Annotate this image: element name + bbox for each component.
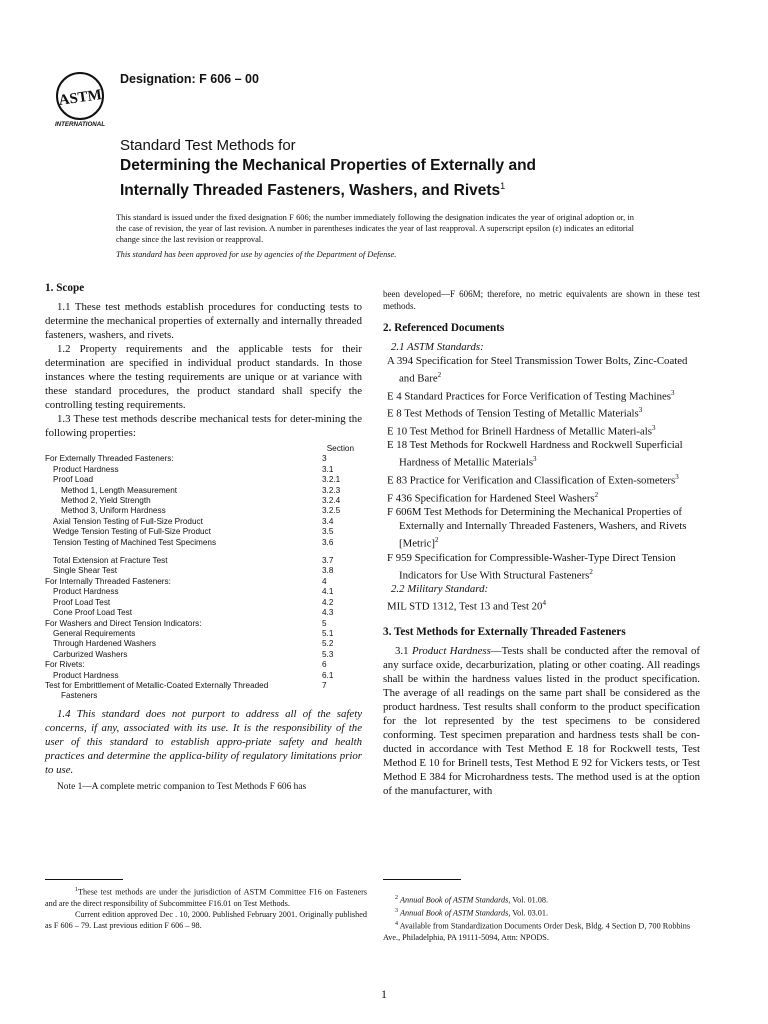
toc-label: Proof Load [53, 475, 94, 485]
right-column [383, 288, 700, 798]
note-continuation: been developed—F 606M; therefore, no metric equivalents are shown in these test methods. [383, 289, 700, 311]
toc-spacer [45, 548, 362, 556]
dod-approval: This standard has been approved for use by agencies of the Department of Defense. [116, 250, 397, 259]
scope-1-2: 1.2 Property requirements and the applicable tests for their determination are specified in individual product standards. In those instances where the testing requirements are unique or at variance with these standard procedures, the product standard shall specify the controlling testing requirements. [45, 343, 362, 411]
toc-label: Product Hardness [53, 464, 119, 474]
footnotes-2-4 [383, 893, 701, 943]
toc-section-number: 3.5 [322, 527, 334, 537]
toc-section-number: 4 [322, 576, 327, 586]
toc-row [45, 639, 362, 649]
toc-label: Carburized Washers [53, 649, 128, 659]
toc-row [45, 506, 362, 516]
toc-row [45, 691, 362, 701]
reference-item: A 394 Specification for Steel Transmission Tower Bolts, Zinc-Coated and Bare$^2$ [387, 355, 688, 385]
toc-row [45, 454, 362, 464]
toc-label: General Requirements [53, 628, 136, 638]
toc-section-number: 7 [322, 680, 327, 690]
reference-item: E 8 Test Methods of Tension Testing of Metallic Materials$^3$ [387, 406, 643, 420]
footnote-divider-left [45, 879, 123, 880]
section-3-1: 3.1 Product Hardness—Tests shall be conducted after the removal of any surface oxide, decarburization, plating or other coating. All readings shall be within the hardness values listed in the product specification. The average of all readings on the same part shall be considered as the product hardness. Test results shall conform to the product specification for the lot represented by the test specimens to be considered conforming. Test specimen preparation and hardness tests shall be con- ducted in accordance with Test Method E 18 for Rockwell tests, Test Method E 10 for Brinell tests, Test Method E 92 for Vickers tests, or Test Method E 384 for Microhardness tests. The method used is at the option of the manufacturer, with [383, 644, 701, 797]
toc-row [45, 608, 362, 618]
scope-1-3: 1.3 These test methods describe mechanical tests for deter-mining the following properties: [45, 413, 362, 439]
document-title [120, 136, 720, 201]
military-reference: MIL STD 1312, Test 13 and Test $20^4$ [387, 599, 546, 613]
toc-section-number: 4.3 [322, 608, 334, 618]
reference-list [383, 354, 700, 582]
toc-section-number: 5.2 [322, 639, 334, 649]
toc-row [45, 527, 362, 537]
toc-row [45, 587, 362, 597]
toc-row [45, 517, 362, 527]
toc-section-number: 3.4 [322, 516, 334, 526]
toc-section-number: 3.2.1 [322, 475, 341, 485]
astm-logo-icon [50, 70, 110, 128]
toc-row [45, 629, 362, 639]
toc-section-number: 4.1 [322, 587, 334, 597]
toc-label: For Washers and Direct Tension Indicators: [45, 618, 202, 628]
footnote-item: $^4$ Available from Standardization Documents Order Desk, Bldg. 4 Section D, 700 Robbins Ave., Philadelphia, PA 19111-5094, Attn: NPODS. [383, 921, 691, 942]
reference-item: E 10 Test Method for Brinell Hardness of Metallic Materi-als$^3$ [387, 423, 656, 438]
page-number: 1 [381, 987, 387, 1001]
toc-row [45, 660, 362, 670]
toc-label: For Rivets: [45, 660, 85, 670]
toc-row [45, 577, 362, 587]
toc-label: Proof Load Test [53, 597, 111, 607]
scope-1-4: 1.4 This standard does not purport to address all of the safety concerns, if any, associated with its use. It is the responsibility of the user of this standard to establish appro-priate safety and health practices and determine the applica-bility of regulatory limitations prior to use. [45, 707, 362, 776]
toc-label: For Externally Threaded Fasteners: [45, 454, 174, 464]
toc-label: Tension Testing of Machined Test Specimens [53, 537, 217, 547]
toc-label: Method 1, Length Measurement [61, 485, 178, 495]
toc-label: Product Hardness [53, 670, 119, 680]
toc-section-number: 3.2.3 [322, 485, 341, 495]
toc-row [45, 598, 362, 608]
svg-text:ASTM: ASTM [57, 87, 103, 109]
footnote-divider-right [383, 879, 461, 880]
reference-item: F 436 Specification for Hardened Steel Washers$^2$ [387, 490, 599, 505]
toc-row [45, 465, 362, 475]
toc-section-number: 5 [322, 618, 327, 628]
toc-label: Axial Tension Testing of Full-Size Product [53, 516, 203, 526]
scope-1-1: 1.1 These test methods establish procedures for conducting tests to determine the mechanical properties of externally and internally threaded fasteners, washers, and rivets. [45, 301, 362, 341]
toc-section-number: 6 [322, 660, 327, 670]
section-column-header: Section [326, 444, 354, 453]
toc-section-number: 3 [322, 454, 327, 464]
toc-section-number: 3.6 [322, 537, 334, 547]
scope-heading: 1. Scope [45, 282, 85, 294]
toc-label: Product Hardness [53, 587, 119, 597]
toc-row [45, 619, 362, 629]
toc-row [45, 556, 362, 566]
property-section-table [45, 444, 362, 702]
toc-label: Test for Embrittlement of Metallic-Coated Externally Threaded [45, 680, 269, 690]
toc-label: Through Hardened Washers [53, 639, 157, 649]
toc-section-number: 3.2.4 [322, 496, 341, 506]
toc-row [45, 486, 362, 496]
toc-section-number: 5.1 [322, 628, 334, 638]
footnote-item: $^2$ Annual Book of ASTM Standards, Vol. 01.08. [395, 895, 549, 905]
section-3-heading: 3. Test Methods for Externally Threaded Fasteners [383, 625, 626, 638]
title-prefix: Standard Test Methods for [120, 137, 296, 154]
reference-item: F 606M Test Methods for Determining the Mechanical Properties of Externally and Internally Threaded Fasteners, Washers, and Rivets [Metric]$^2$ [387, 506, 687, 550]
toc-section-number: 3.1 [322, 464, 334, 474]
footnote-1: $^1$These test methods are under the jurisdiction of ASTM Committee F16 on Fasteners and are the direct responsibility of Subcommittee F16.01 on Test Methods. Current edition approved Dec . 10, 2000. Published February 2001. Originally published as F 606 – 79. Last previous edition F 606 – 98. [45, 887, 367, 930]
astm-standards-heading: 2.1 ASTM Standards: [391, 341, 484, 353]
reference-item: E 4 Standard Practices for Force Verification of Testing Machines$^3$ [387, 388, 675, 403]
toc-row [45, 650, 362, 660]
toc-section-number [322, 691, 362, 701]
toc-row [45, 566, 362, 576]
toc-row [45, 475, 362, 485]
toc-section-number: 3.7 [322, 556, 334, 566]
toc-label: Single Shear Test [53, 566, 118, 576]
toc-row [45, 671, 362, 681]
title-line-3: Internally Threaded Fasteners, Washers, and Rivets$^1$ [120, 181, 506, 200]
toc-label: Wedge Tension Testing of Full-Size Product [53, 527, 211, 537]
issuance-text: This standard is issued under the fixed designation F 606; the number immediately following the designation indicates the year of original adoption or, in the case of revision, the year of last revision. A number in parentheses indicates the year of last reapproval. A superscript epsilon (ε) indicates an editorial change since the last revision or reapproval. [116, 213, 634, 244]
title-line-2: Determining the Mechanical Properties of Externally and [120, 157, 537, 174]
toc-label: Fasteners [61, 691, 98, 701]
toc-section-number: 6.1 [322, 670, 334, 680]
toc-section-number: 5.3 [322, 649, 334, 659]
toc-label: Total Extension at Fracture Test [53, 556, 168, 566]
toc-section-number: 3.2.5 [322, 506, 341, 516]
toc-section-number: 4.2 [322, 597, 334, 607]
toc-row [45, 538, 362, 548]
left-column [45, 282, 362, 803]
toc-label: Cone Proof Load Test [53, 608, 133, 618]
footnote-item: $^3$ Annual Book of ASTM Standards, Vol. 03.01. [395, 908, 549, 918]
issuance-notice [116, 212, 634, 260]
note-1: Note 1—A complete metric companion to Test Methods F 606 has [57, 781, 307, 792]
toc-label: Method 2, Yield Strength [61, 496, 151, 506]
toc-row [45, 681, 362, 691]
reference-item: F 959 Specification for Compressible-Washer-Type Direct Tension Indicators for Use With Structural Fasteners$^2$ [387, 551, 676, 582]
svg-text:INTERNATIONAL: INTERNATIONAL [54, 121, 106, 128]
designation: Designation: F 606 – 00 [120, 72, 259, 86]
reference-item: E 18 Test Methods for Rockwell Hardness and Rockwell Superficial Hardness of Metallic Materials$^3$ [387, 439, 683, 469]
toc-label: For Internally Threaded Fasteners: [45, 576, 171, 586]
military-standard-heading: 2.2 Military Standard: [391, 583, 489, 596]
toc-label: Method 3, Uniform Hardness [61, 506, 166, 516]
reference-item: E 83 Practice for Verification and Classification of Exten-someters$^3$ [387, 472, 679, 487]
toc-section-number: 3.8 [322, 566, 334, 576]
referenced-documents-heading: 2. Referenced Documents [383, 322, 505, 334]
toc-row [45, 496, 362, 506]
